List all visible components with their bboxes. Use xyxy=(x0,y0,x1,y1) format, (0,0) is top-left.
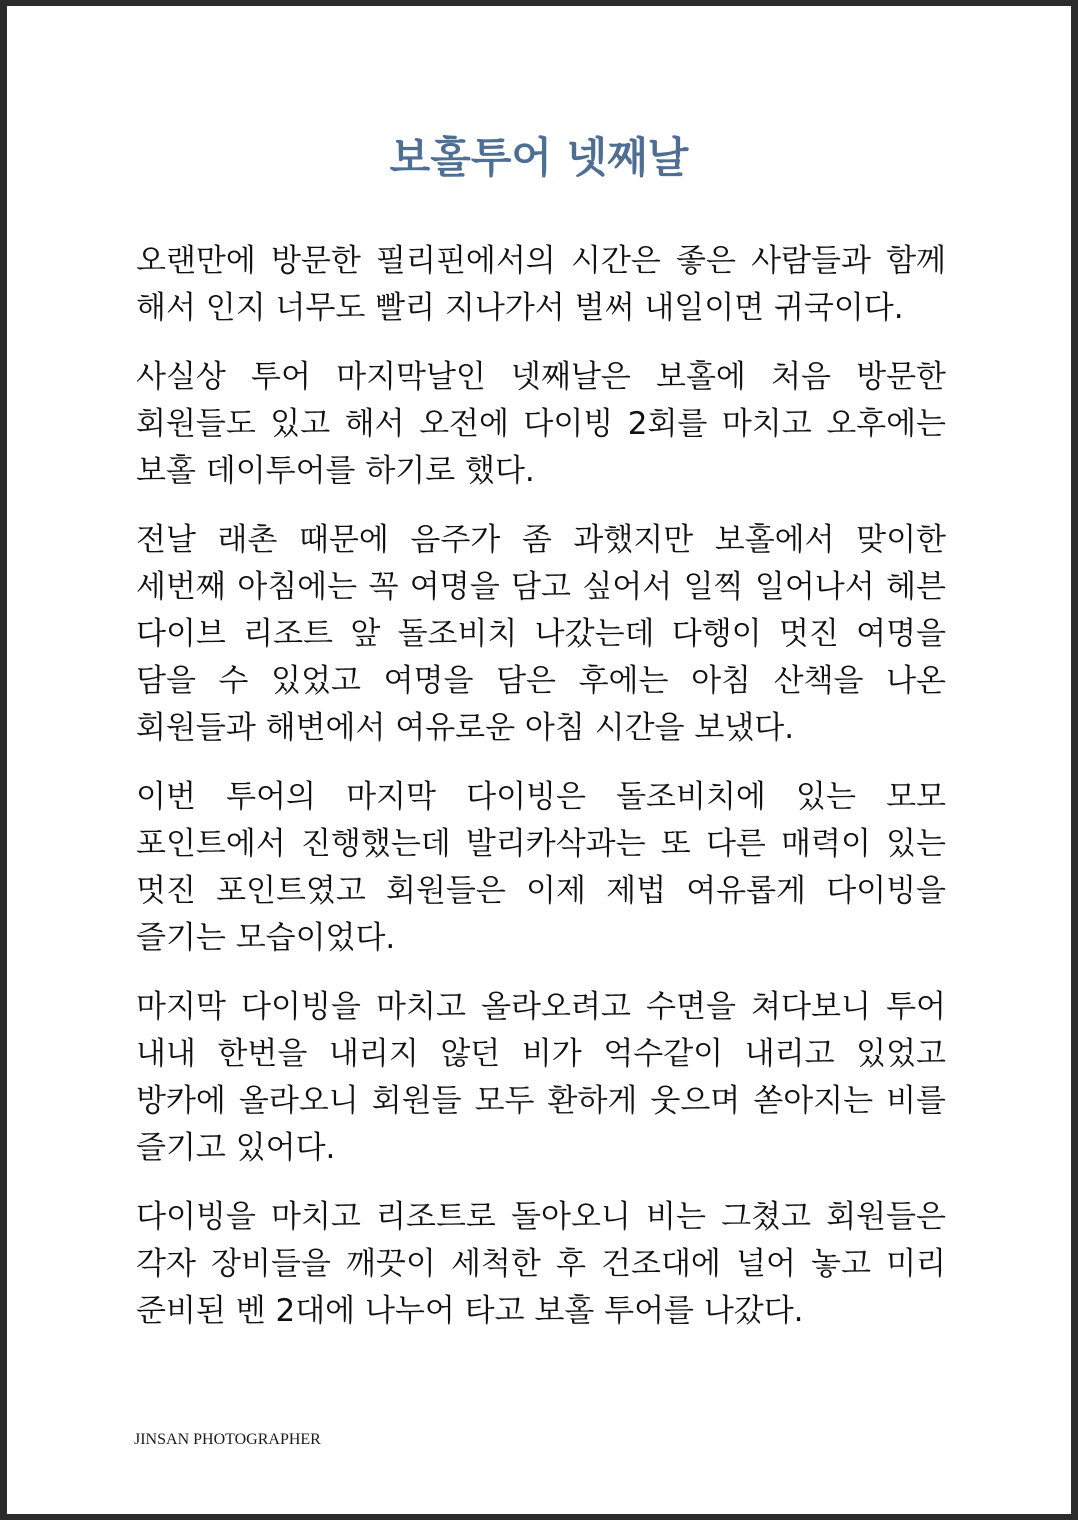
page-title: 보홀투어 넷째날 xyxy=(389,133,689,182)
paragraph: 사실상 투어 마지막날인 넷째날은 보홀에 처음 방문한 회원들도 있고 해서 오전에 다이빙 2회를 마치고 오후에는 보홀 데이투어를 하기로 했다. xyxy=(136,359,946,489)
paragraph: 오랜만에 방문한 필리핀에서의 시간은 좋은 사람들과 함께 해서 인지 너무도 빨리 지나가서 벌써 내일이면 귀국이다. xyxy=(136,243,946,326)
article-body xyxy=(136,238,946,1357)
paragraph: 전날 래촌 때문에 음주가 좀 과했지만 보홀에서 맞이한 세번째 아침에는 꼭 여명을 담고 싶어서 일찍 일어나서 헤븐 다이브 리조트 앞 돌조비치 나갔는데 다행이 멋진 여명을 담을 수 있었고 여명을 담은 후에는 아침 산책을 나온 회원들과 해변에서 여유로운 아침 시간을 보냈다. xyxy=(136,522,946,746)
footer-credit: JINSAN PHOTOGRAPHER xyxy=(134,1431,321,1448)
paragraph: 마지막 다이빙을 마치고 올라오려고 수면을 쳐다보니 투어 내내 한번을 내리지 않던 비가 억수같이 내리고 있었고 방카에 올라오니 회원들 모두 환하게 웃으며 쏟아지는 비를 즐기고 있어다. xyxy=(136,989,946,1166)
document-page xyxy=(7,6,1071,1514)
paragraph: 다이빙을 마치고 리조트로 돌아오니 비는 그쳤고 회원들은 각자 장비들을 깨끗이 세척한 후 건조대에 널어 놓고 미리 준비된 벤 2대에 나누어 타고 보홀 투어를 나갔다. xyxy=(136,1199,946,1329)
paragraph: 이번 투어의 마지막 다이빙은 돌조비치에 있는 모모 포인트에서 진행했는데 발리카삭과는 또 다른 매력이 있는 멋진 포인트였고 회원들은 이제 제법 여유롭게 다이빙을 즐기는 모습이었다. xyxy=(136,779,946,956)
